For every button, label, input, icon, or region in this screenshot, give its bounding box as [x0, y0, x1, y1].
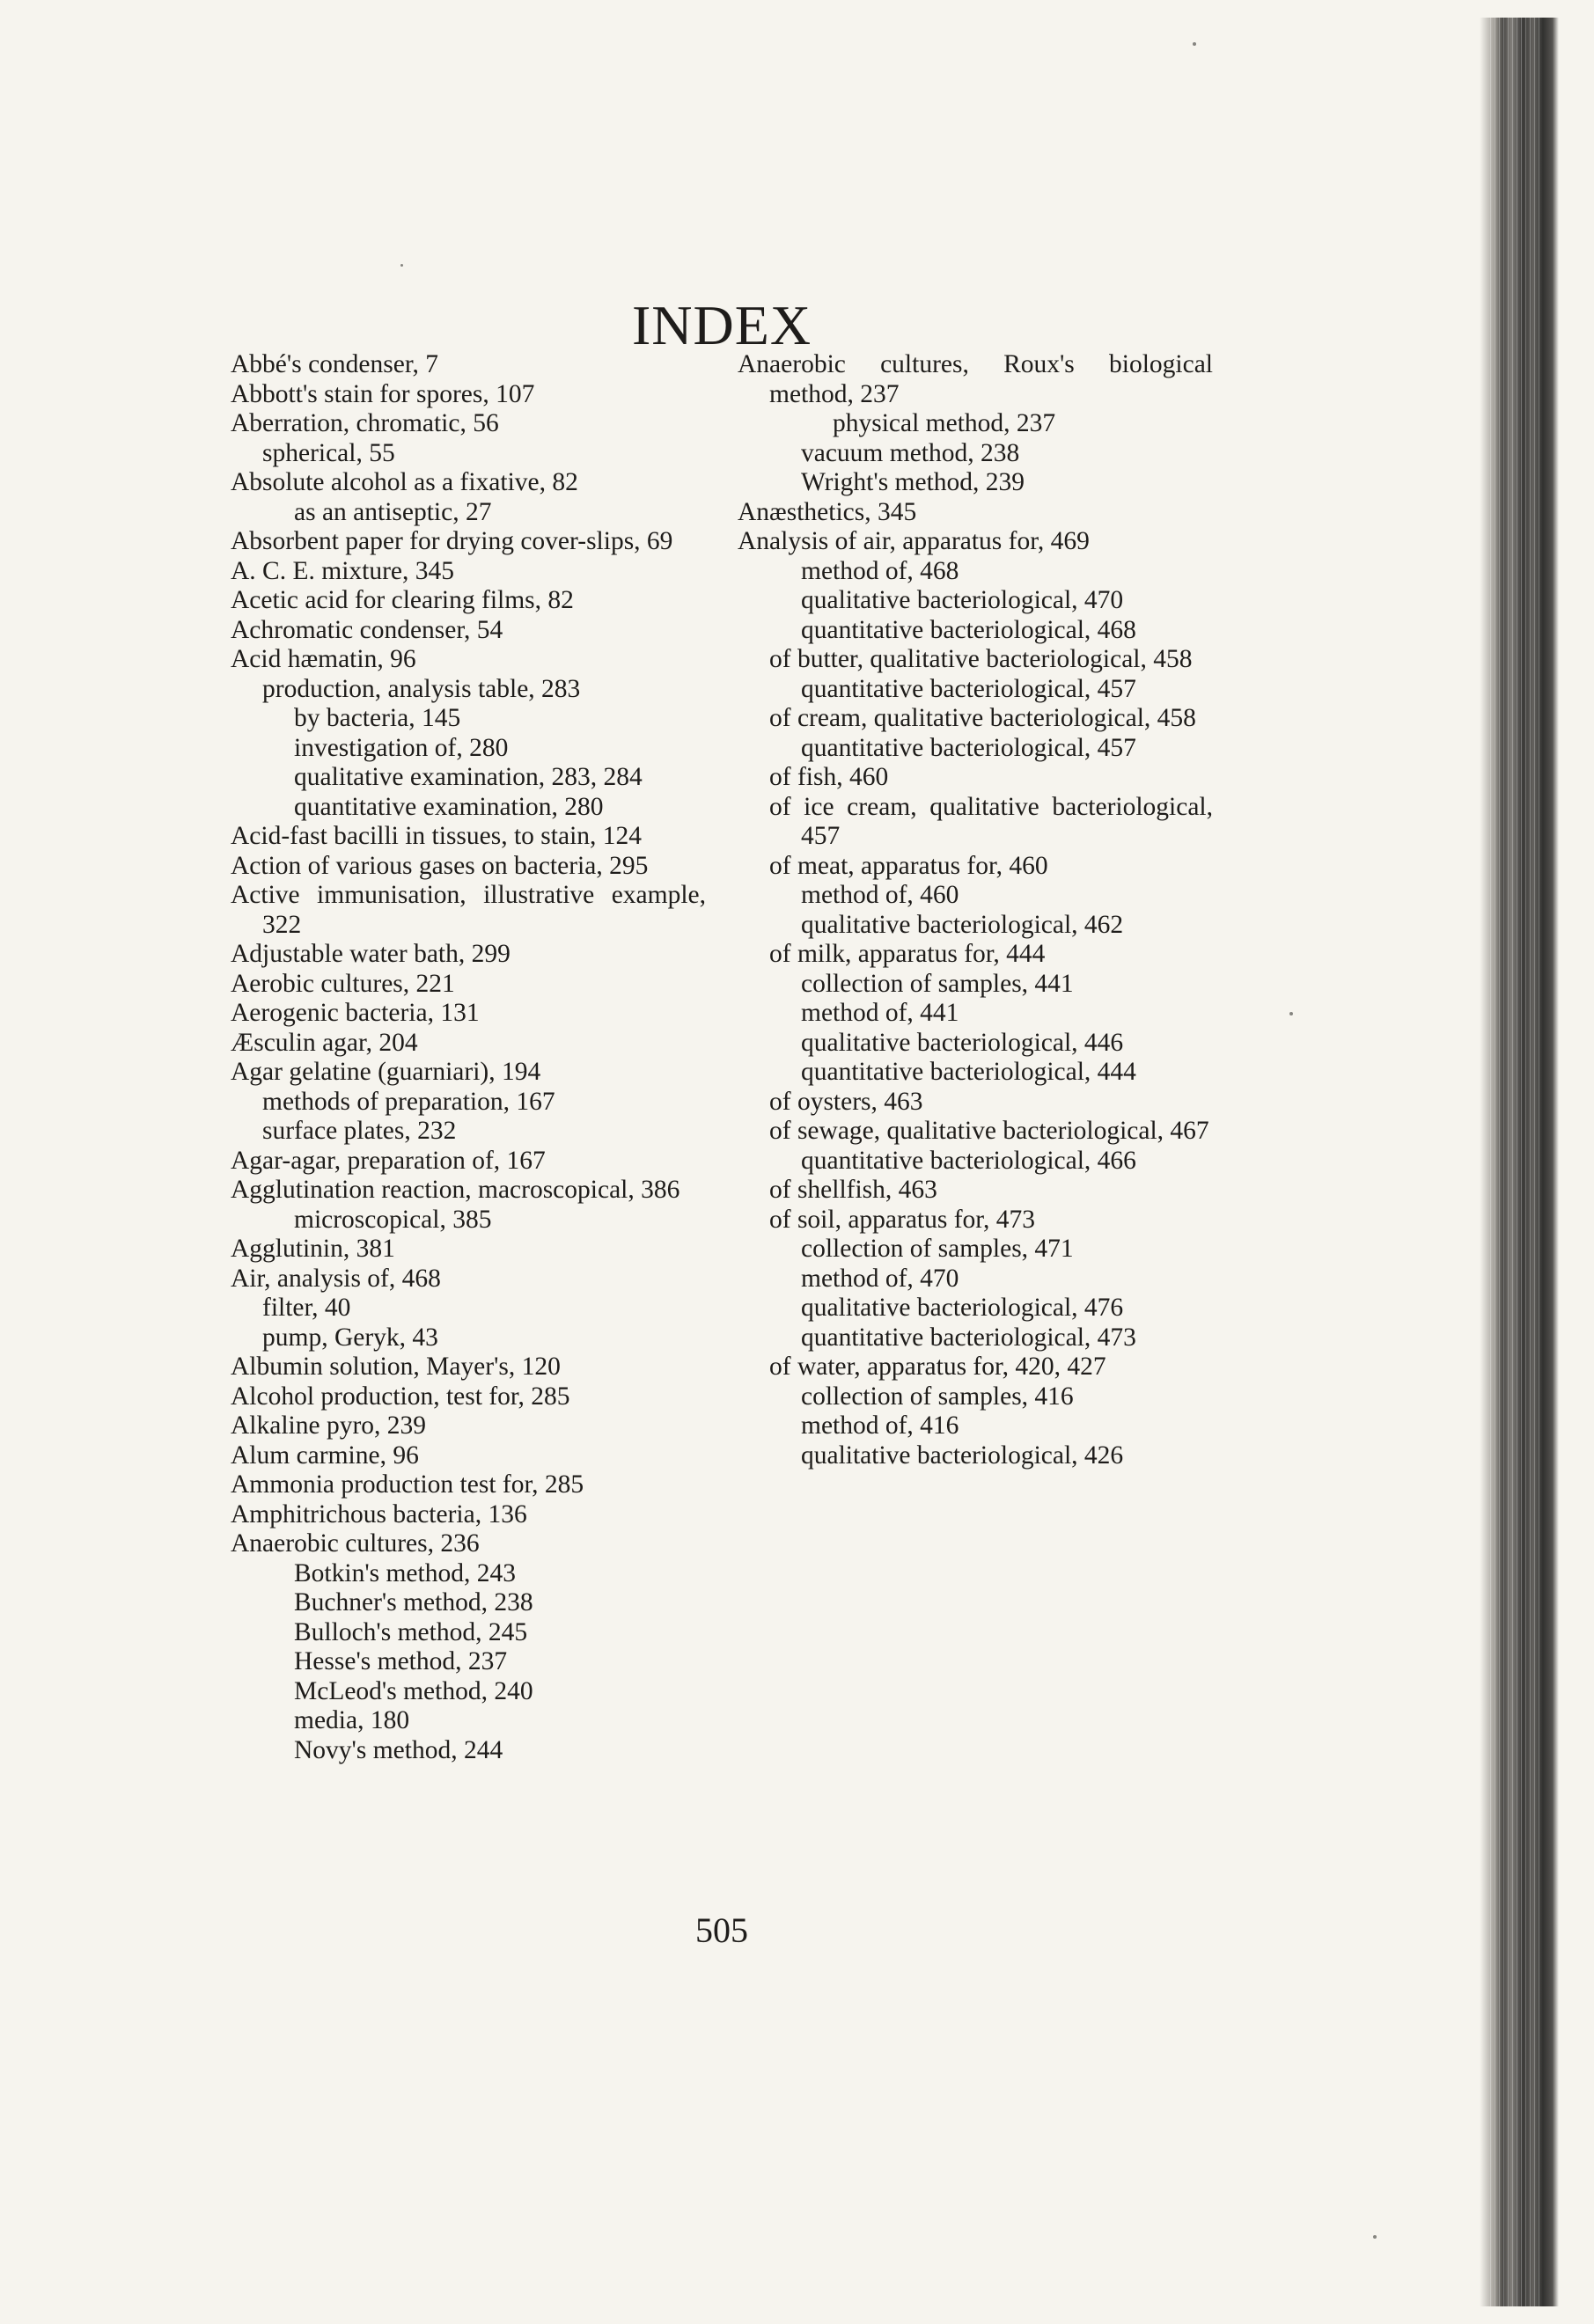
index-entry: Alum carmine, 96: [231, 1441, 419, 1470]
index-entry: qualitative bacteriological, 476: [801, 1294, 1124, 1322]
index-entry: Absorbent paper for drying cover-slips, 69: [231, 527, 673, 555]
index-entry: quantitative examination, 280: [294, 792, 604, 821]
index-entry: Agar gelatine (guarniari), 194: [231, 1058, 541, 1086]
index-entry: as an antiseptic, 27: [294, 497, 492, 526]
index-entry: of fish, 460: [769, 763, 889, 791]
paper-speck: [1289, 1012, 1293, 1015]
index-entry: of meat, apparatus for, 460: [769, 851, 1048, 880]
index-entry: Acetic acid for clearing films, 82: [231, 586, 574, 614]
index-entry: Aberration, chromatic, 56: [231, 409, 499, 437]
index-entry: Hesse's method, 237: [294, 1647, 508, 1675]
index-entry: vacuum method, 238: [801, 438, 1020, 467]
index-entry: surface plates, 232: [262, 1117, 457, 1145]
index-entry: physical method, 237: [833, 409, 1056, 437]
index-entry: Wright's method, 239: [801, 468, 1025, 496]
index-entry: Action of various gases on bacteria, 295: [231, 851, 649, 880]
index-entry: Bulloch's method, 245: [294, 1617, 528, 1646]
index-entry: of oysters, 463: [769, 1087, 923, 1116]
paper-speck: [1373, 2235, 1377, 2239]
index-entry: media, 180: [294, 1706, 410, 1734]
index-entry: collection of samples, 416: [801, 1382, 1074, 1411]
index-entry: quantitative bacteriological, 457: [801, 733, 1136, 762]
index-entry: methods of preparation, 167: [262, 1087, 555, 1116]
index-entry: Active immunisation, illustrative example, 322: [231, 881, 706, 939]
index-entry: quantitative bacteriological, 444: [801, 1058, 1136, 1086]
page-edge-lines: [1490, 18, 1543, 2306]
index-entry: Absolute alcohol as a fixative, 82: [231, 468, 578, 496]
index-entry: Albumin solution, Mayer's, 120: [231, 1353, 561, 1381]
index-entry: Alcohol production, test for, 285: [231, 1382, 570, 1411]
index-entry: Novy's method, 244: [294, 1735, 503, 1764]
index-entry: investigation of, 280: [294, 733, 509, 762]
index-entry: of sewage, qualitative bacteriological, 467: [769, 1117, 1209, 1145]
page-title: INDEX: [631, 293, 812, 356]
index-entry: Ammonia production test for, 285: [231, 1470, 584, 1499]
index-column-right: [738, 350, 1213, 1470]
index-entry: Aerobic cultures, 221: [231, 969, 455, 998]
index-entry: of milk, apparatus for, 444: [769, 940, 1046, 968]
index-entry: quantitative bacteriological, 457: [801, 674, 1136, 703]
index-entry: Analysis of air, apparatus for, 469: [738, 527, 1090, 555]
index-entry: quantitative bacteriological, 466: [801, 1146, 1136, 1175]
index-entry: method of, 468: [801, 556, 959, 585]
index-entry: qualitative bacteriological, 446: [801, 1028, 1124, 1057]
index-column-left: [231, 350, 706, 1765]
index-entry: collection of samples, 441: [801, 969, 1074, 998]
index-entry: Achromatic condenser, 54: [231, 615, 503, 644]
index-entry: of ice cream, qualitative bacteriological, 457: [769, 792, 1213, 850]
index-entry: Agglutinin, 381: [231, 1235, 395, 1263]
index-entry: Air, analysis of, 468: [231, 1264, 441, 1293]
index-entry: of soil, apparatus for, 473: [769, 1205, 1035, 1234]
index-entry: qualitative examination, 283, 284: [294, 763, 643, 791]
index-entry: qualitative bacteriological, 462: [801, 910, 1124, 939]
index-entry: Acid hæmatin, 96: [231, 645, 416, 673]
index-entry: Botkin's method, 243: [294, 1558, 516, 1587]
index-entry: method of, 460: [801, 881, 959, 909]
index-entry: production, analysis table, 283: [262, 674, 581, 703]
index-entry: of shellfish, 463: [769, 1176, 937, 1204]
index-entry: Abbé's condenser, 7: [231, 350, 438, 378]
index-entry: Anaerobic cultures, Roux's biological method, 237: [738, 350, 1213, 408]
index-entry: quantitative bacteriological, 473: [801, 1323, 1136, 1352]
index-entry: A. C. E. mixture, 345: [231, 556, 455, 585]
paper-speck: [400, 264, 403, 267]
index-entry: Abbott's stain for spores, 107: [231, 379, 535, 408]
index-entry: Anæsthetics, 345: [738, 497, 917, 526]
index-entry: Adjustable water bath, 299: [231, 940, 511, 968]
index-entry: quantitative bacteriological, 468: [801, 615, 1136, 644]
index-entry: method of, 441: [801, 999, 959, 1027]
index-entry: by bacteria, 145: [294, 704, 461, 732]
index-entry: collection of samples, 471: [801, 1235, 1074, 1263]
index-entry: qualitative bacteriological, 426: [801, 1441, 1124, 1470]
index-entry: qualitative bacteriological, 470: [801, 586, 1124, 614]
index-entry: of cream, qualitative bacteriological, 458: [769, 704, 1196, 732]
index-entry: Agar-agar, preparation of, 167: [231, 1146, 546, 1175]
index-entry: of water, apparatus for, 420, 427: [769, 1353, 1106, 1381]
paper-speck: [1193, 42, 1196, 46]
index-entry: spherical, 55: [262, 438, 395, 467]
index-entry: Aerogenic bacteria, 131: [231, 999, 480, 1027]
index-entry: McLeod's method, 240: [294, 1676, 533, 1705]
index-entry: Amphitrichous bacteria, 136: [231, 1499, 527, 1529]
index-entry: Anaerobic cultures, 236: [231, 1529, 480, 1558]
index-entry: method of, 470: [801, 1264, 959, 1293]
index-entry: Æsculin agar, 204: [231, 1028, 418, 1057]
index-entry: Buchner's method, 238: [294, 1588, 533, 1617]
index-entry: Acid-fast bacilli in tissues, to stain, 124: [231, 822, 643, 850]
index-entry: filter, 40: [262, 1294, 351, 1322]
index-entry: microscopical, 385: [294, 1205, 492, 1234]
index-entry: method of, 416: [801, 1411, 959, 1440]
index-entry: of butter, qualitative bacteriological, 458: [769, 645, 1193, 673]
index-entry: Agglutination reaction, macroscopical, 386: [231, 1176, 680, 1204]
page-number: 505: [695, 1910, 748, 1950]
index-entry: pump, Geryk, 43: [262, 1323, 438, 1352]
index-entry: Alkaline pyro, 239: [231, 1411, 427, 1440]
